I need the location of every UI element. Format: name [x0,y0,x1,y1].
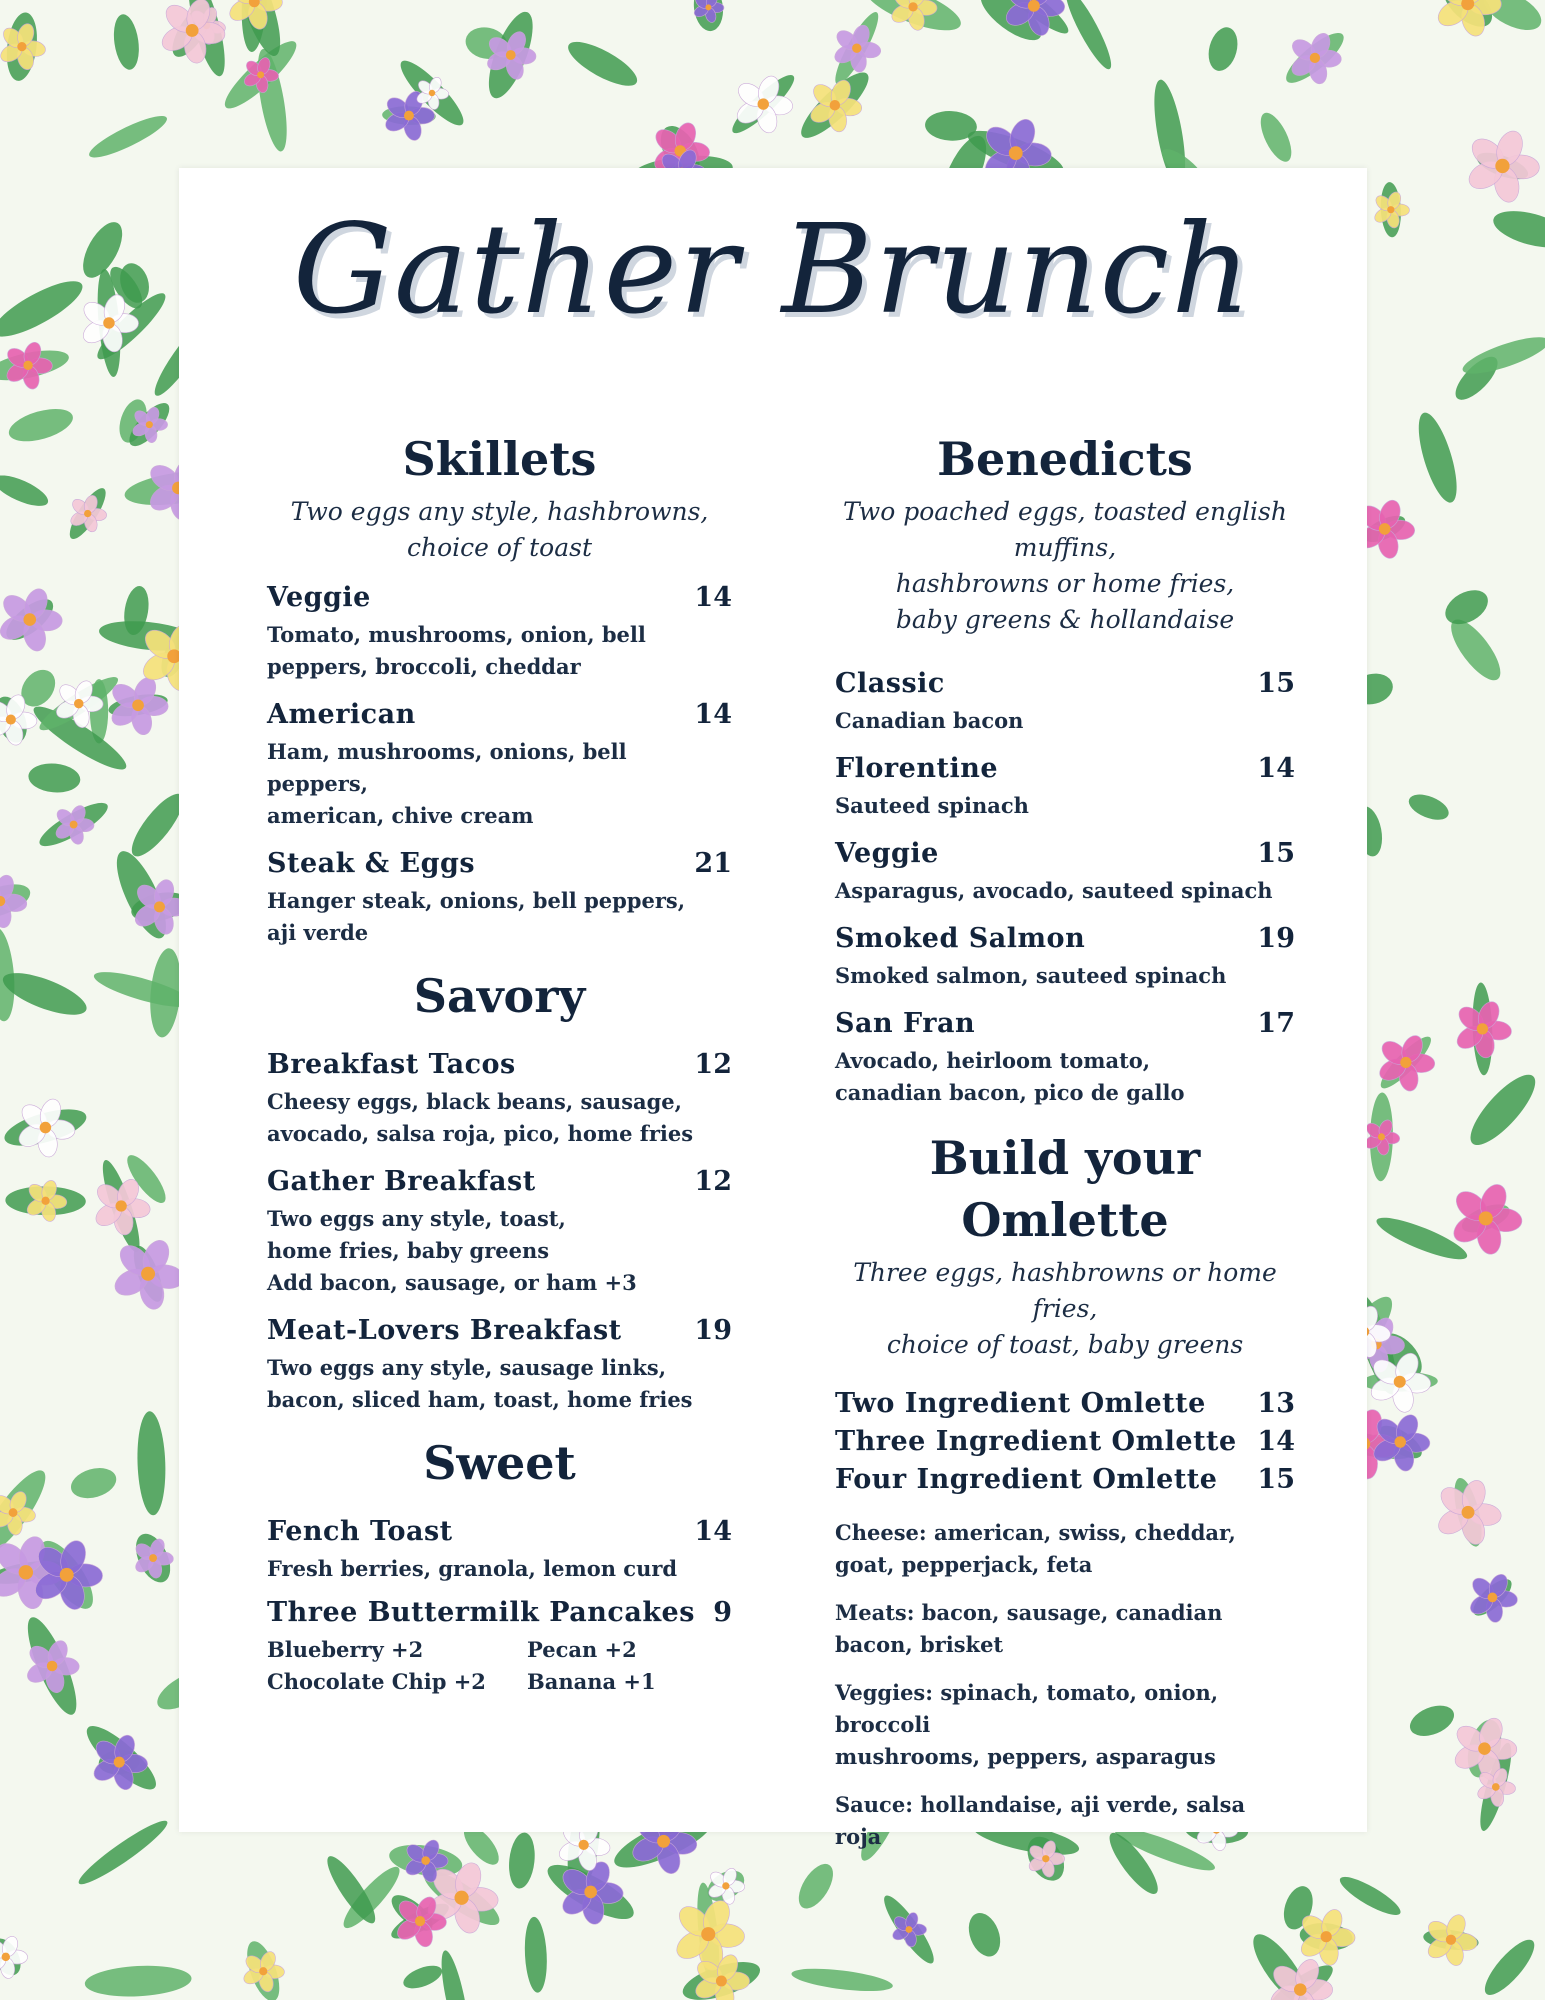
flower-center-icon [584,1886,597,1899]
leaf-icon [1461,1066,1544,1154]
item-name: Classic [835,668,945,699]
flower-center-icon [84,510,91,517]
item-description: Asparagus, avocado, sauteed spinach [835,878,1273,903]
flower-center-icon [830,100,840,110]
leaf-icon [1411,409,1465,507]
section-title-sweet: Sweet [423,1436,576,1490]
flower-center-icon [908,2,917,11]
flower-center-icon [74,699,83,708]
item-price: 15 [1257,1464,1295,1495]
flower-center-icon [1492,1783,1500,1791]
flower-center-icon [906,1926,913,1933]
flower-center-icon [132,699,144,711]
flower-center-icon [23,361,32,370]
omelette-cheese-options: Cheese: american, swiss, cheddar, goat, pepperjack, feta [835,1520,1236,1577]
menu-item-veggie-skillet [267,582,732,683]
flower-center-icon [758,98,769,109]
item-price: 12 [694,1049,732,1080]
item-name: Gather Breakfast [267,1166,536,1197]
item-price: 9 [713,1597,732,1628]
flower-center-icon [1009,146,1023,160]
menu-item-florentine-benedict [835,753,1295,822]
omelette-four-ingredient [835,1461,1295,1499]
leaf-icon [27,761,81,794]
flower-center-icon [41,1197,49,1205]
leaf-icon [84,1963,192,1999]
flower-center-icon [23,613,36,626]
right-column [835,428,1295,1869]
flower-center-icon [1394,1436,1405,1447]
item-name: American [267,699,416,730]
flower-center-icon [146,421,153,428]
menu-item-meat-lovers-breakfast [267,1315,732,1416]
pancake-options: Blueberry +2 Pecan +2 Chocolate Chip +2 Banana +1 [267,1637,656,1694]
omelette-sauce-options: Sauce: hollandaise, aji verde, salsa roja [835,1792,1246,1849]
section-title-savory: Savory [413,969,586,1023]
flower-center-icon [40,1122,51,1133]
flower-center-icon [722,1882,729,1889]
item-name: Two Ingredient Omlette [835,1388,1206,1419]
flower-center-icon [1379,523,1391,535]
item-name: Three Ingredient Omlette [835,1426,1237,1457]
flower-center-icon [70,821,78,829]
flower-center-icon [116,1200,127,1211]
leaf-icon [792,1858,840,1914]
leaf-icon [963,1908,1006,1961]
omelette-three-ingredient [835,1423,1295,1461]
flower-center-icon [6,715,16,725]
section-title-skillets: Skillets [402,432,597,486]
item-description: Two eggs any style, sausage links, bacon, sliced ham, toast, home fries [267,1355,693,1412]
flower-center-icon [1387,206,1394,213]
item-name: San Fran [835,1008,976,1039]
left-column [267,428,732,1714]
menu-item-buttermilk-pancakes [267,1597,732,1698]
flower-center-icon [60,1568,74,1582]
leaf-icon [1204,24,1242,74]
menu-item-san-fran-benedict [835,1008,1295,1109]
flower-center-icon [19,1565,33,1579]
leaf-icon [506,1831,537,1890]
flower-center-icon [506,50,516,60]
flower-center-icon [1310,53,1320,63]
flower-center-icon [1378,1133,1385,1140]
item-name: Fench Toast [267,1516,453,1547]
section-title-benedicts: Benedicts [937,432,1193,486]
omelette-two-ingredient [835,1385,1295,1423]
flower-center-icon [103,317,114,328]
item-name: Four Ingredient Omlette [835,1464,1218,1495]
flower-center-icon [852,44,861,53]
flower-center-icon [1495,159,1509,173]
item-description: Smoked salmon, sauteed spinach [835,963,1227,988]
item-price: 14 [1257,1426,1295,1457]
menu-item-french-toast [267,1516,732,1585]
flower-center-icon [1477,1023,1488,1034]
leaf-icon [1336,1871,1405,1921]
item-description: Cheesy eggs, black beans, sausage, avocado, salsa roja, pico, home fries [267,1089,694,1146]
menu-item-smoked-salmon-benedict [835,923,1295,992]
item-name: Veggie [835,838,939,869]
omelette-veggie-options: Veggies: spinach, tomato, onion, broccoli mushrooms, peppers, asparagus [835,1680,1219,1769]
leaf-icon [5,403,76,448]
item-description: Avocado, heirloom tomato, canadian bacon, pico de gallo [835,1048,1185,1105]
section-title-omelette: Build your Omlette [929,1131,1201,1247]
leaf-icon [67,1463,119,1503]
item-price: 14 [694,699,732,730]
flower-center-icon [701,1927,715,1941]
flower-center-icon [657,1835,670,1848]
leaf-icon [1255,108,1298,166]
leaf-icon [436,1949,474,2000]
item-name: Veggie [267,582,371,613]
flower-center-icon [1400,1057,1411,1068]
leaf-icon [74,1814,173,1891]
flower-center-icon [1462,1506,1475,1519]
leaf-icon [562,34,642,94]
section-subtitle-benedicts: Two poached eggs, toasted english muffins, hashbrowns or home fries, baby greens & hollandaise [843,497,1287,634]
item-description: Canadian bacon [835,708,1024,733]
item-price: 14 [694,582,732,613]
item-price: 13 [1257,1388,1295,1419]
leaf-icon [1489,204,1545,254]
menu-item-veggie-benedict [835,838,1295,907]
flower-center-icon [1488,1593,1498,1603]
menu-item-steak-and-eggs [267,848,732,949]
leaf-icon [790,1964,894,1995]
menu-panel [179,168,1367,1849]
item-price: 21 [694,848,732,879]
section-subtitle-skillets: Two eggs any style, hashbrowns, choice of toast [290,497,709,562]
item-description: Tomato, mushrooms, onion, bell peppers, broccoli, cheddar [267,622,646,679]
flower-center-icon [404,111,414,121]
menu-item-breakfast-tacos [267,1049,732,1150]
flower-center-icon [1394,1376,1406,1388]
leaf-icon [400,1961,445,1993]
item-price: 15 [1257,668,1295,699]
flower-center-icon [47,1661,57,1671]
item-price: 15 [1257,838,1295,869]
item-name: Smoked Salmon [835,923,1086,954]
section-subtitle-omelette: Three eggs, hashbrowns or home fries, choice of toast, baby greens [853,1258,1277,1359]
item-price: 19 [694,1315,732,1346]
flower-center-icon [421,1856,430,1865]
leaf-icon [111,13,142,72]
leaf-icon [1059,0,1117,73]
item-description: Two eggs any style, toast, home fries, baby greens Add bacon, sausage, or ham +3 [267,1206,637,1295]
item-description: Ham, mushrooms, onions, bell peppers, american, chive cream [267,739,627,828]
menu-item-gather-breakfast [267,1166,732,1299]
flower-center-icon [429,90,435,96]
leaf-icon [1406,1700,1459,1742]
item-price: 12 [694,1166,732,1197]
flower-center-icon [705,4,711,10]
item-price: 17 [1257,1008,1295,1039]
omelette-meat-options: Meats: bacon, sausage, canadian bacon, brisket [835,1600,1223,1657]
leaf-icon [1405,789,1452,824]
menu-title: Gather Brunch [292,198,1254,342]
item-name: Three Buttermilk Pancakes [267,1597,695,1628]
item-price: 19 [1257,923,1295,954]
flower-center-icon [1478,1742,1491,1755]
leaf-icon [1459,330,1545,381]
flower-center-icon [1294,1983,1307,1996]
item-name: Steak & Eggs [267,848,476,879]
flower-center-icon [141,1267,155,1281]
flower-center-icon [154,901,165,912]
item-price: 14 [1257,753,1295,784]
flower-center-icon [17,42,26,51]
item-name: Meat-Lovers Breakfast [267,1315,622,1346]
flower-center-icon [2,1953,10,1961]
menu-item-classic-benedict [835,668,1295,737]
flower-center-icon [1028,0,1040,12]
flower-center-icon [1479,1211,1493,1225]
item-description: Fresh berries, granola, lemon curd [267,1556,678,1581]
leaf-icon [0,271,89,346]
flower-center-icon [149,1554,157,1562]
flower-center-icon [9,1508,18,1517]
flower-center-icon [1321,1931,1332,1942]
item-description: Sauteed spinach [835,793,1029,818]
leaf-icon [85,109,171,164]
flower-center-icon [716,1975,727,1986]
flower-center-icon [114,1757,125,1768]
item-description: Hanger steak, onions, bell peppers, aji verde [267,888,686,945]
flower-center-icon [454,1891,468,1905]
flower-center-icon [579,1840,589,1850]
flower-center-icon [186,24,199,37]
flower-center-icon [257,71,264,78]
item-price: 14 [694,1516,732,1547]
flower-center-icon [259,1967,267,1975]
item-name: Florentine [835,753,999,784]
leaf-icon [136,1411,167,1516]
flower-center-icon [1446,1935,1456,1945]
item-name: Breakfast Tacos [267,1049,516,1080]
menu-item-american-skillet [267,699,732,832]
leaf-icon [523,1916,549,1993]
leaf-icon [1478,1933,1542,2000]
leaf-icon [1443,612,1509,687]
flower-center-icon [415,1916,425,1926]
leaf-icon [0,469,52,512]
